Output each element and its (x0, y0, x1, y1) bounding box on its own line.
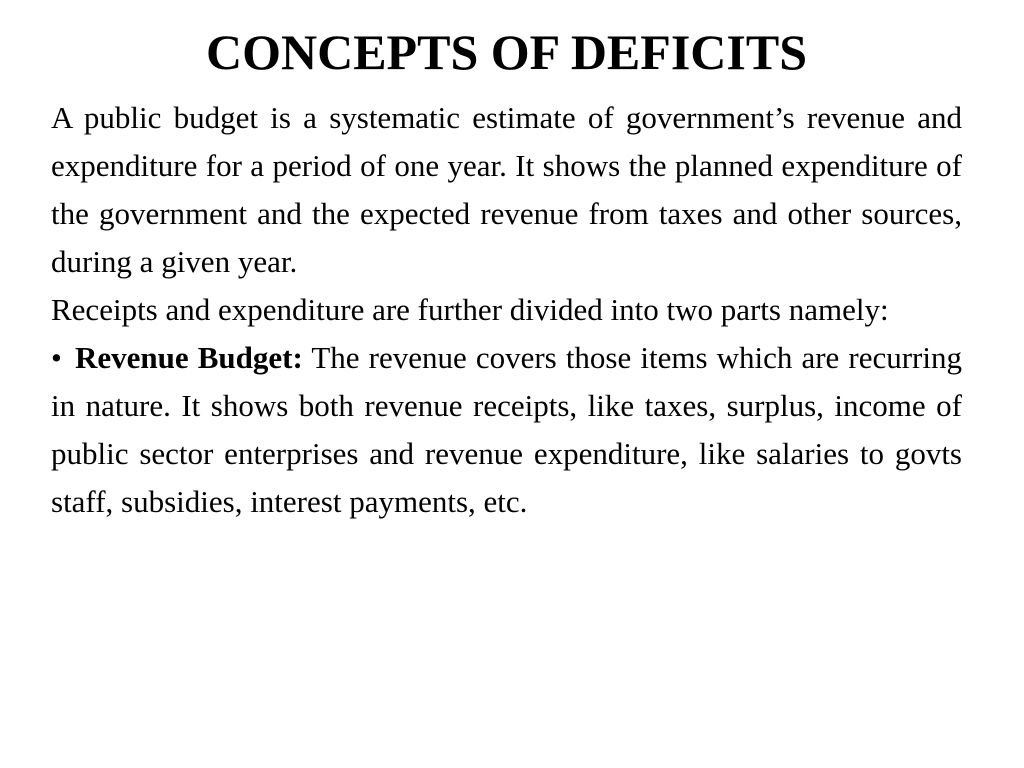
paragraph-receipts-expenditure: Receipts and expenditure are further divided into two parts namely: (51, 292, 889, 327)
bullet-marker: • (51, 340, 62, 375)
slide-body (51, 94, 962, 526)
bullet-term: Revenue Budget: (75, 340, 303, 375)
bullet-text: The revenue covers those items which are recurring in nature. It shows both revenue receipts, like taxes, surplus, income of public sector enterprises and revenue expenditure, like salaries to govts staff, subsidies, interest payments, etc. (51, 340, 962, 519)
paragraph-budget-definition: A public budget is a systematic estimate of government’s revenue and expenditure for a period of one year. It shows the planned expenditure of the government and the expected revenue from taxes and other sources, during a given year. (51, 100, 962, 279)
slide-title: CONCEPTS OF DEFICITS (205, 24, 808, 80)
bullet-revenue-budget (51, 334, 962, 526)
